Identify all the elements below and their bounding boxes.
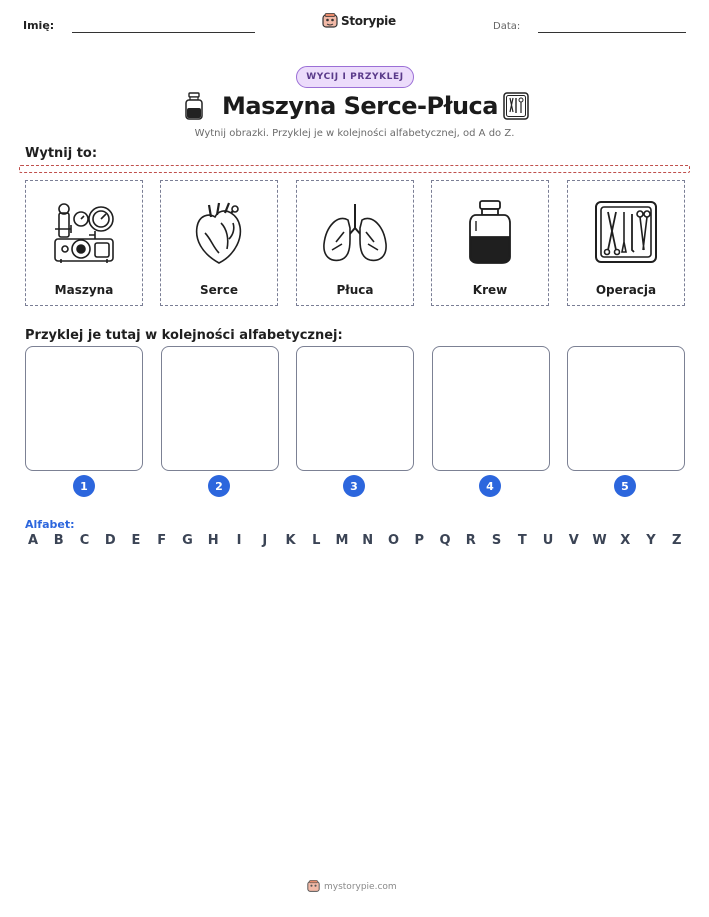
- surgical-kit-title-icon: [503, 92, 529, 120]
- alphabet-letter: F: [157, 533, 167, 548]
- alphabet-letter: J: [262, 533, 268, 548]
- alphabet-letter: B: [53, 533, 64, 548]
- alphabet-letter: K: [285, 533, 296, 548]
- cut-card-label: Maszyna: [54, 283, 114, 297]
- paste-heading: Przyklej je tutaj w kolejności alfabetycznej:: [25, 328, 343, 343]
- date-label: Data:: [493, 21, 521, 32]
- alphabet-letter: R: [465, 533, 476, 548]
- paste-slot-1[interactable]: [25, 346, 143, 471]
- cut-line: [19, 165, 690, 173]
- alphabet-letter: L: [312, 533, 321, 548]
- alphabet-letter: P: [414, 533, 425, 548]
- page-title: Maszyna Serce-Płuca: [222, 92, 498, 120]
- cut-card-serce[interactable]: [160, 180, 278, 306]
- alphabet-letter: V: [568, 533, 579, 548]
- alphabet-letter: U: [542, 533, 554, 548]
- paste-slot-2[interactable]: [161, 346, 279, 471]
- cut-card-label: Serce: [200, 283, 238, 297]
- activity-badge: WYCIJ I PRZYKLEJ: [296, 66, 414, 88]
- footer: [307, 880, 397, 893]
- cut-card-label: Operacja: [595, 283, 657, 297]
- brand-logo: [322, 13, 396, 29]
- cut-card-krew[interactable]: [431, 180, 549, 306]
- alphabet-letter: E: [131, 533, 141, 548]
- alphabet-letter: T: [517, 533, 527, 548]
- cut-card-label: Płuca: [336, 283, 374, 297]
- alphabet-heading: Alfabet:: [25, 518, 75, 531]
- alphabet-letter: Z: [672, 533, 682, 548]
- cut-card-maszyna[interactable]: [25, 180, 143, 306]
- alphabet-letter: H: [207, 533, 219, 548]
- alphabet-letter: N: [362, 533, 374, 548]
- cut-heading: Wytnij to:: [25, 146, 98, 161]
- machine-icon: [51, 199, 117, 265]
- paste-slot-3[interactable]: [296, 346, 414, 471]
- cut-card-pluca[interactable]: [296, 180, 414, 306]
- paste-slot-4[interactable]: [432, 346, 550, 471]
- surgical-tools-icon: [594, 200, 658, 264]
- alphabet-letter: W: [592, 533, 607, 548]
- name-label: Imię:: [23, 19, 55, 32]
- alphabet-letter: X: [620, 533, 631, 548]
- footer-url[interactable]: mystorypie.com: [324, 881, 397, 892]
- date-line[interactable]: [538, 32, 686, 33]
- cut-card-operacja[interactable]: [567, 180, 685, 306]
- paste-slot-5[interactable]: [567, 346, 685, 471]
- storypie-logo-icon: [322, 13, 338, 29]
- alphabet-letter: I: [236, 533, 242, 548]
- alphabet-letter: C: [79, 533, 90, 548]
- alphabet-letter: A: [27, 533, 39, 548]
- instructions: Wytnij obrazki. Przyklej je w kolejności alfabetycznej, od A do Z.: [194, 128, 515, 139]
- alphabet-letter: O: [387, 533, 400, 548]
- alphabet-letter: S: [491, 533, 502, 548]
- name-line[interactable]: [72, 32, 255, 33]
- storypie-footer-icon: [307, 880, 320, 893]
- alphabet-letter: Q: [439, 533, 451, 548]
- alphabet-row: [25, 533, 685, 548]
- brand-name: Storypie: [341, 14, 396, 28]
- alphabet-letter: D: [104, 533, 116, 548]
- alphabet-letter: M: [335, 533, 349, 548]
- slot-number-2: 2: [208, 475, 230, 497]
- vial-title-icon: [184, 92, 204, 120]
- heart-icon: [191, 199, 247, 265]
- alphabet-letter: G: [182, 533, 193, 548]
- cut-card-label: Krew: [472, 283, 508, 297]
- slot-number-4: 4: [479, 475, 501, 497]
- alphabet-letter: Y: [646, 533, 656, 548]
- lungs-icon: [320, 200, 390, 264]
- slot-number-1: 1: [73, 475, 95, 497]
- slot-number-5: 5: [614, 475, 636, 497]
- blood-vial-icon: [468, 199, 512, 265]
- slot-number-3: 3: [343, 475, 365, 497]
